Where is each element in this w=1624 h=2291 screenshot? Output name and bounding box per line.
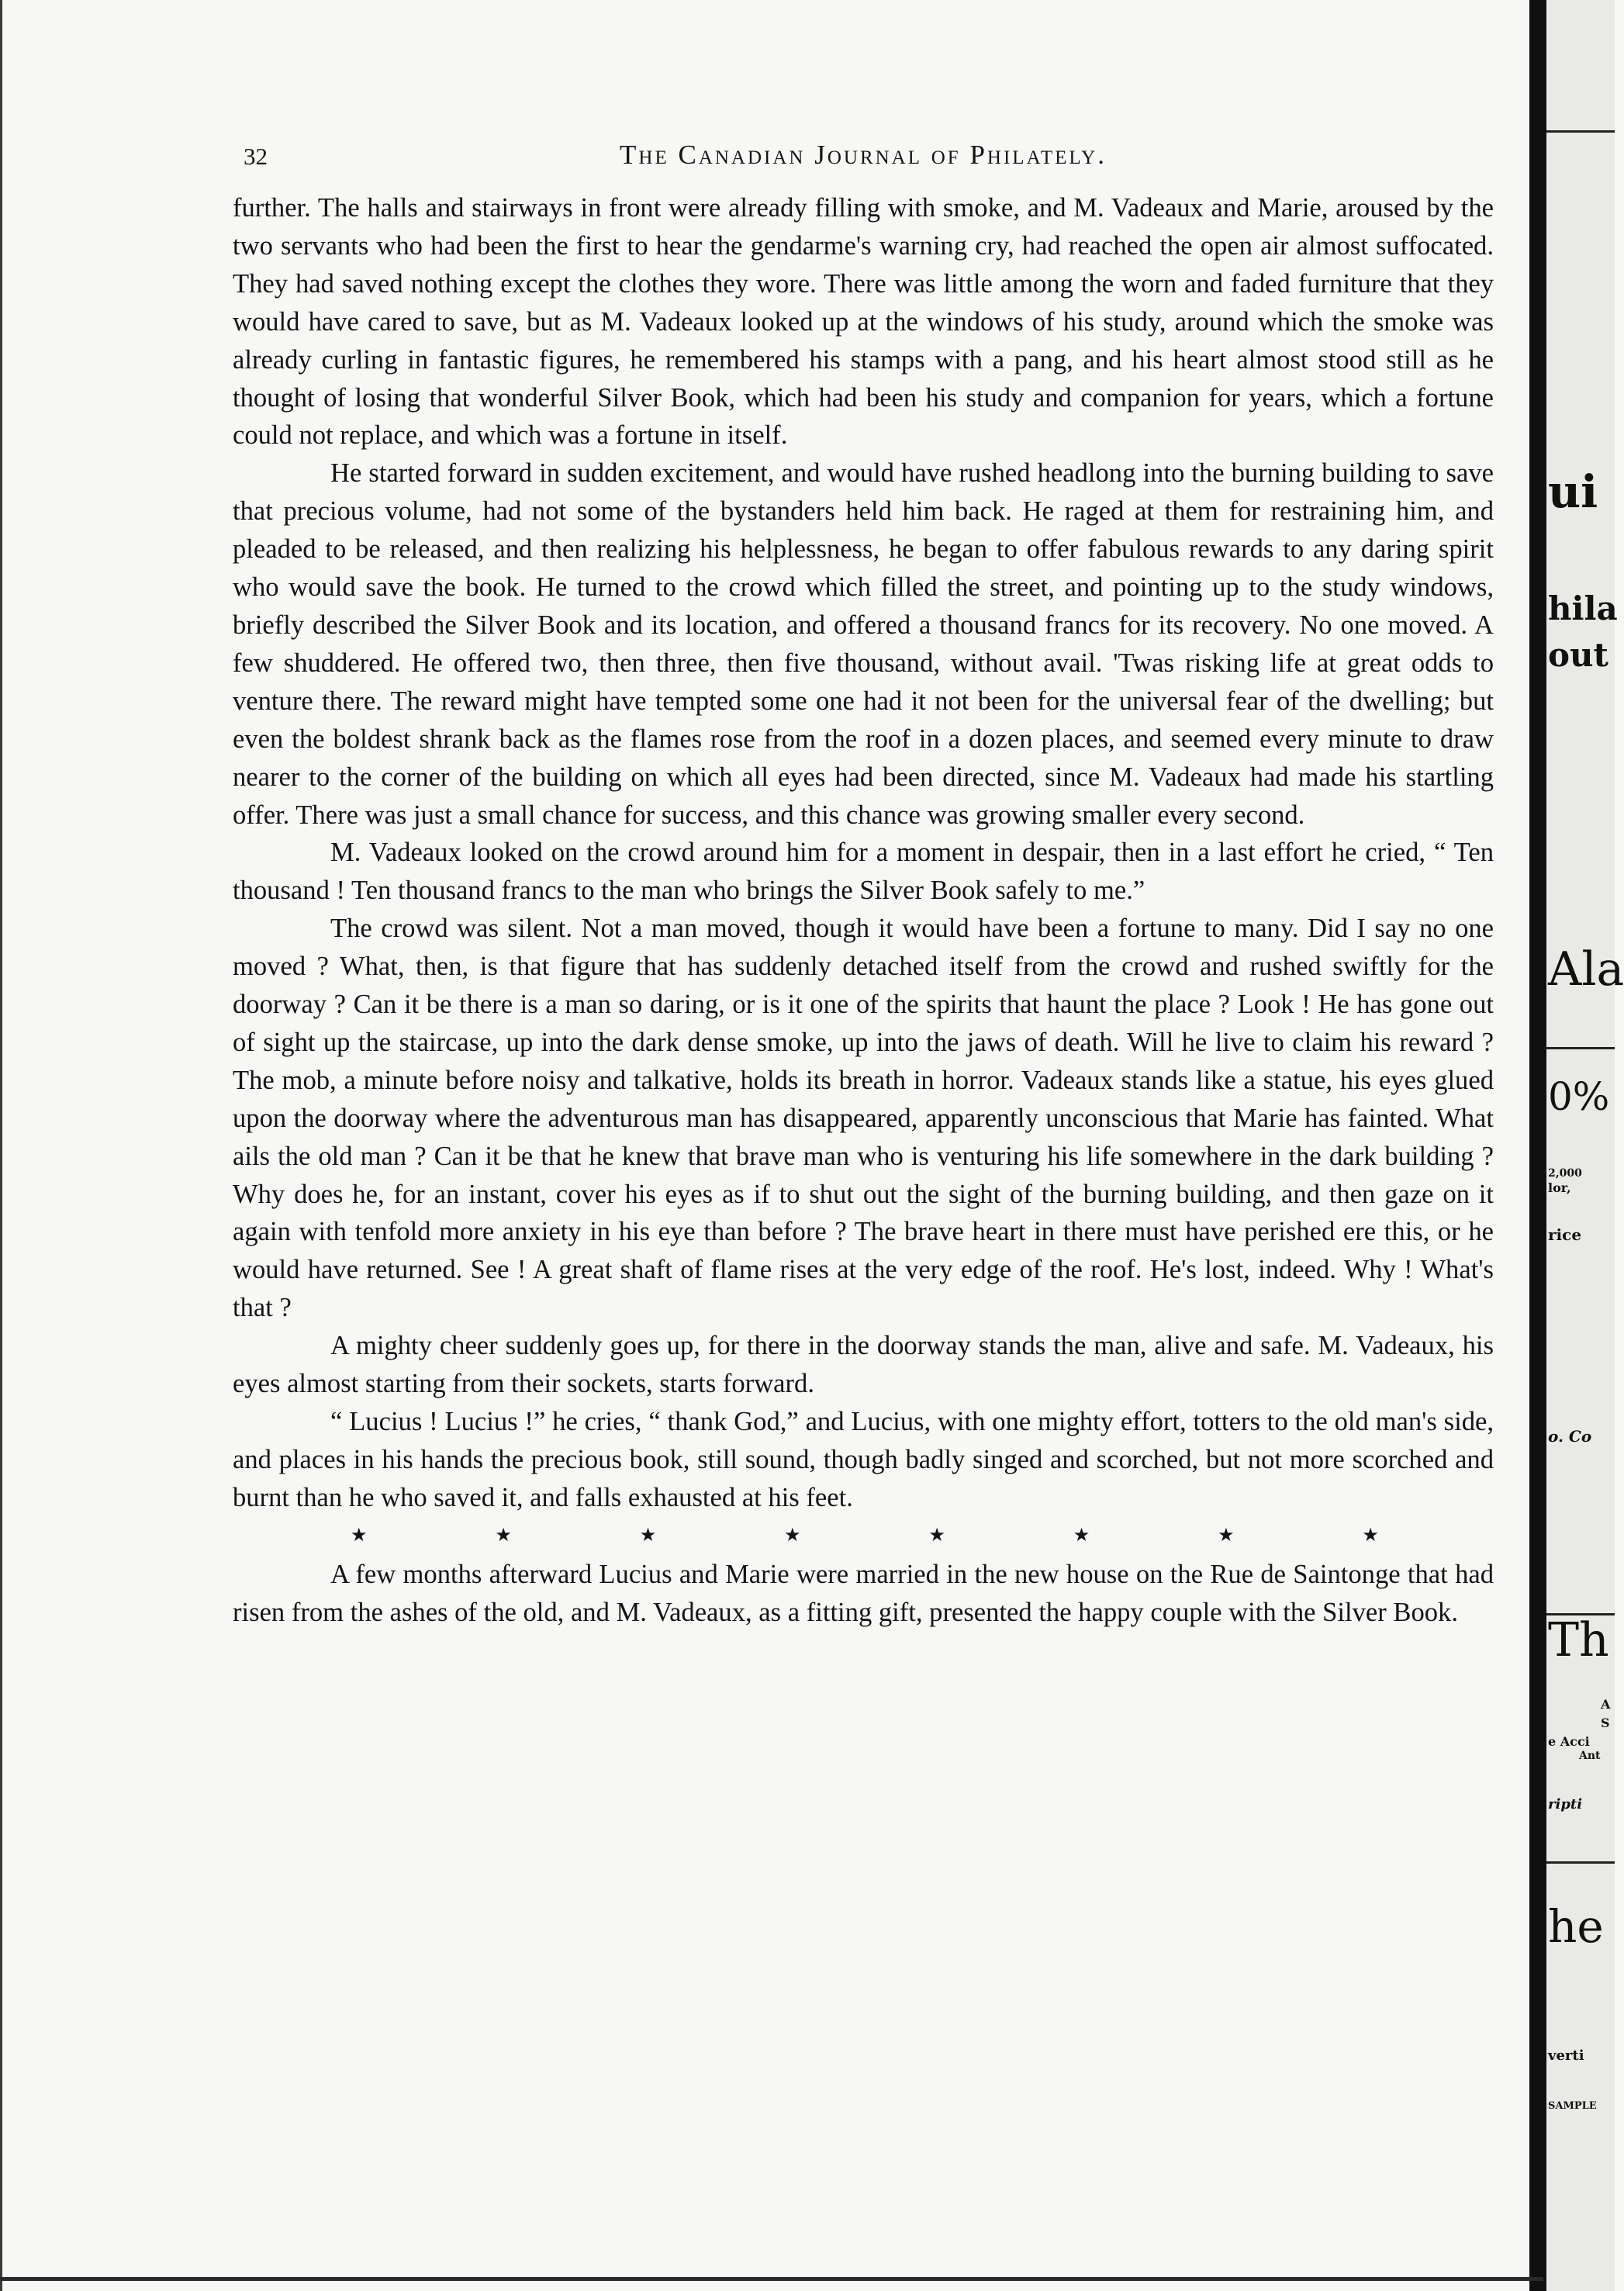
adjacent-fragment: A	[1601, 1697, 1611, 1712]
paragraph: He started forward in sudden excitement, and would have rushed headlong into the burning building to save that precious volume, had not some of the bystanders held him back. He raged at them for restraining him, and pleaded to be released, and then realizing his helplessness, he began to offer fabulous rewards to any daring spirit who would save the book. He turned to the crowd which filled the street, and pointing up to the study windows, briefly described the Silver Book and its location, and offered a thousand francs for its recovery. No one moved. A few shuddered. He offered two, then three, then five thousand, without avail. 'Twas risking life at great odds to venture there. The reward might have tempted some one had it not been for the universal fear of the dwelling; but even the boldest shrank back as the flames rose from the roof in a dozen places, and seemed every minute to draw nearer to the corner of the building on which all eyes had been directed, since M. Vadeaux had made his startling offer. There was just a small chance for success, and this chance was growing smaller every second.	[233, 458, 1494, 830]
ornament: ★	[639, 1525, 657, 1546]
adjacent-rule	[1546, 130, 1615, 133]
adjacent-fragment: S	[1601, 1716, 1610, 1730]
paragraph: “ Lucius ! Lucius !” he cries, “ thank God,” and Lucius, with one mighty effort, totters to the old man's side, and places in his hands the precious book, still sound, though badly singed and scorched, but not more scorched and burnt than he who saved it, and falls exhausted at his feet.	[233, 1407, 1494, 1512]
paragraph: further. The halls and stairways in front were already filling with smoke, and M. Vadeaux and Marie, aroused by the two servants who had been the first to hear the gendarme's warning cry, had reached the open air almost suffocated. They had saved nothing except the clothes they wore. There was little among the worn and faded furniture that they would have cared to save, but as M. Vadeaux looked up at the windows of his study, around which the smoke was already curling in fantastic figures, he remembered his stamps with a pang, and his heart almost stood still as he thought of losing that wonderful Silver Book, which had been his study and companion for years, which a fortune could not replace, and which was a fortune in itself.	[233, 193, 1494, 451]
paragraph: A mighty cheer suddenly goes up, for there in the doorway stands the man, alive and safe. M. Vadeaux, his eyes almost starting from their sockets, starts forward.	[233, 1331, 1494, 1399]
adjacent-fragment: ui	[1548, 465, 1598, 518]
journal-page	[233, 132, 1494, 1632]
ornament: ★	[1073, 1525, 1090, 1546]
ornament: ★	[1218, 1525, 1235, 1546]
adjacent-fragment: SAMPLE	[1548, 2100, 1597, 2112]
ornament: ★	[928, 1525, 945, 1546]
running-title: The Canadian Journal of Philately.	[620, 140, 1107, 170]
adjacent-fragment: out	[1548, 636, 1608, 674]
adjacent-fragment: 0%	[1548, 1074, 1610, 1119]
adjacent-fragment: Ant	[1579, 1750, 1601, 1762]
page-header	[233, 132, 1494, 175]
adjacent-fragment: rice	[1548, 1225, 1582, 1244]
ornament: ★	[784, 1525, 801, 1546]
adjacent-fragment: hila	[1548, 589, 1618, 627]
closing-paragraph: A few months afterward Lucius and Marie were married in the new house on the Rue de Saintonge that had risen from the ashes of the old, and M. Vadeaux, as a fitting gift, presented the happy couple with the Silver Book.	[233, 1559, 1494, 1627]
paragraph: M. Vadeaux looked on the crowd around him for a moment in despair, then in a last effort he cried, “ Ten thousand ! Ten thousand francs to the man who brings the Silver Book safely to me.”	[233, 838, 1494, 906]
article-body	[233, 189, 1494, 1632]
adjacent-fragment: 2,000	[1548, 1167, 1582, 1180]
page-number: 32	[244, 143, 268, 170]
ornament: ★	[351, 1525, 368, 1546]
adjacent-fragment: Ala	[1548, 942, 1624, 997]
binding-shadow	[1529, 0, 1546, 2291]
ornament: ★	[495, 1525, 512, 1546]
section-break-ornaments	[233, 1519, 1494, 1553]
adjacent-fragment: o. Co	[1548, 1427, 1592, 1446]
adjacent-rule	[1546, 1861, 1615, 1864]
adjacent-fragment: verti	[1548, 2047, 1584, 2064]
adjacent-fragment: ripti	[1548, 1796, 1583, 1812]
ornament: ★	[1362, 1525, 1379, 1546]
scan-bottom-edge	[0, 2277, 1543, 2281]
adjacent-page-strip	[1529, 0, 1624, 2291]
adjacent-fragment: he	[1548, 1900, 1604, 1953]
paragraph: The crowd was silent. Not a man moved, though it would have been a fortune to many. Did I say no one moved ? What, then, is that figure that has suddenly detached itself from the crowd and rushed swiftly for the doorway ? Can it be there is a man so daring, or is it one of the spirits that haunt the place ? Look ! He has gone out of sight up the staircase, up into the dark dense smoke, up into the jaws of death. Will he live to claim his reward ? The mob, a minute before noisy and talkative, holds its breath in horror. Vadeaux stands like a statue, his eyes glued upon the doorway where the adventurous man has disappeared, apparently unconscious that Marie has fainted. What ails the old man ? Can it be that he knew that brave man who is venturing his life somewhere in the dark building ? Why does he, for an instant, cover his eyes as if to shut out the sight of the burning building, and then gaze on it again with tenfold more anxiety in his eye than before ? The brave heart in there must have perished ere this, or he would have returned. See ! A great shaft of flame rises at the very edge of the roof. He's lost, indeed. Why ! What's that ?	[233, 914, 1494, 1323]
adjacent-fragment: e Acci	[1548, 1734, 1590, 1749]
adjacent-rule	[1546, 1047, 1615, 1049]
scan-left-edge	[0, 0, 14, 2291]
adjacent-fragment: lor,	[1548, 1180, 1571, 1195]
adjacent-fragment: Th	[1548, 1613, 1609, 1667]
